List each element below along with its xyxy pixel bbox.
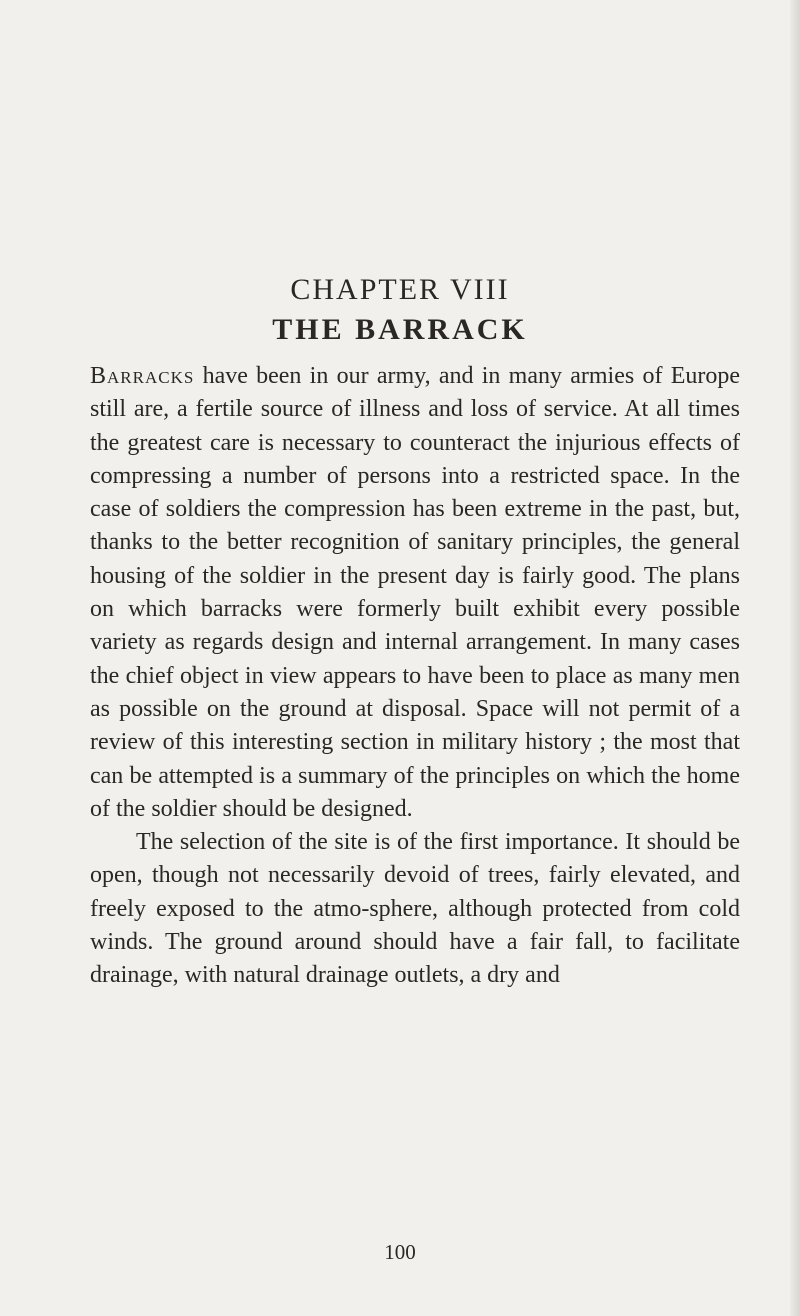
body-text — [90, 360, 740, 993]
page-number: 100 — [384, 1240, 416, 1264]
chapter-number: CHAPTER VIII — [290, 273, 510, 306]
paragraph-1-text: have been in our army, and in many armies of Europe still are, a fertile source of illness and loss of service. At all times the greatest care is necessary to counteract the injurious effects of compressing a number of persons into a restricted space. In the case of soldiers the compression has been extreme in the past, but, thanks to the better recognition of sanitary principles, the general housing of the soldier in the present day is fairly good. The plans on which barracks were formerly built exhibit every possible variety as regards design and internal arrangement. In many cases the chief object in view appears to have been to place as many men as possible on the ground at disposal. Space will not permit of a review of this interesting section in military history ; the most that can be attempted is a summary of the principles on which the home of the soldier should be designed. — [90, 363, 740, 822]
paragraph-2: The selection of the site is of the first importance. It should be open, though not necessarily devoid of trees, fairly elevated, and freely exposed to the atmo-sphere, although protected from cold winds. The ground around should have a fair fall, to facilitate drainage, with natural drainage outlets, a dry and — [90, 829, 740, 989]
paragraph-1 — [90, 360, 740, 826]
chapter-title: THE BARRACK — [272, 313, 528, 346]
page-edge — [790, 0, 800, 1316]
paragraph-lead-word: Barracks — [90, 363, 195, 389]
